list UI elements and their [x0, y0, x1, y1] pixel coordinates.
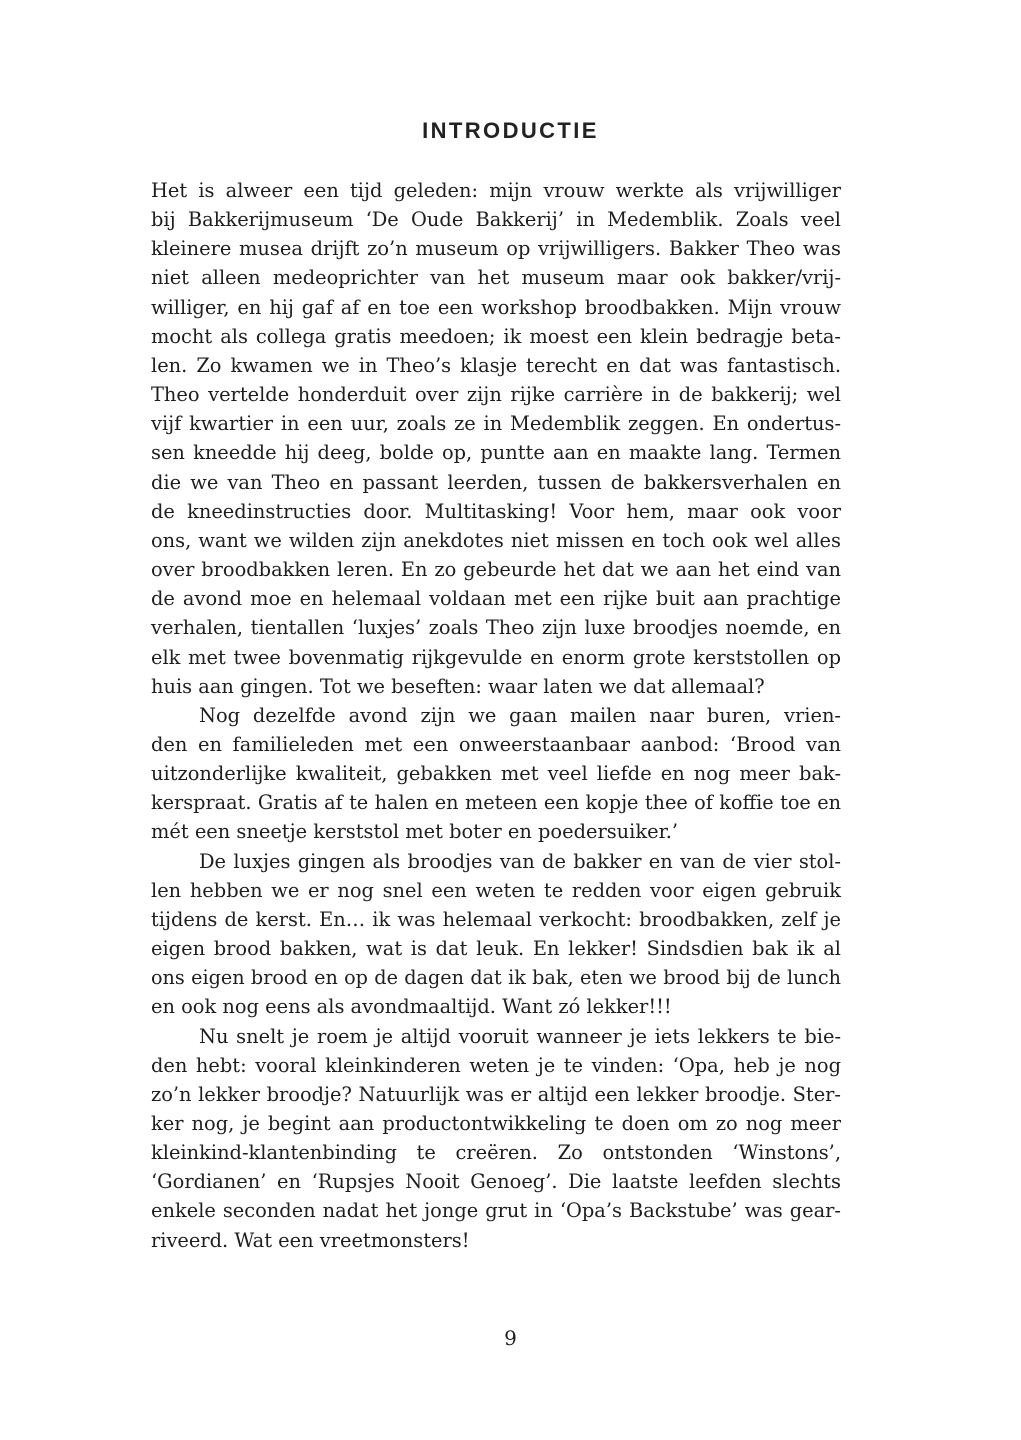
text-line: ons eigen brood en op de dagen dat ik bak, eten we brood bij de lunch	[151, 966, 841, 990]
text-line: ker nog, je begint aan productontwikkeling te doen om zo nog meer	[151, 1112, 841, 1135]
page-number: 9	[504, 1326, 517, 1350]
text-line: die we van Theo en passant leerden, tussen de bakkersverhalen en	[151, 470, 841, 494]
text-line: verhalen, tientallen ‘luxjes’ zoals Theo zijn luxe broodjes noemde, en	[151, 616, 841, 640]
text-line: ons, want we wilden zijn anekdotes niet missen en toch ook wel alles	[151, 528, 841, 552]
text-line: over broodbakken leren. En zo gebeurde het dat we aan het eind van	[151, 558, 841, 582]
text-line: mocht als collega gratis meedoen; ik moest een klein bedragje beta-	[151, 324, 841, 348]
text-line: elk met twee bovenmatig rijkgevulde en enorm grote kerststollen op	[151, 645, 841, 669]
text-line: kerspraat. Gratis af te halen en meteen een kopje thee of koffie toe en	[151, 791, 841, 815]
text-line: kleinkind-klantenbinding te creëren. Zo ontstonden ‘Winstons’,	[151, 1141, 841, 1165]
text-line: Theo vertelde honderduit over zijn rijke carrière in de bakkerij; wel	[151, 383, 841, 407]
text-line: De luxjes gingen als broodjes van de bakker en van de vier stol-	[199, 849, 841, 873]
text-line: zo’n lekker broodje? Natuurlijk was er altijd een lekker broodje. Ster-	[151, 1082, 841, 1106]
text-line: ‘Gordianen’ en ‘Rupsjes Nooit Genoeg’. Die laatste leefden slechts	[151, 1170, 841, 1194]
text-line: uitzonderlijke kwaliteit, gebakken met veel liefde en nog meer bak-	[151, 762, 841, 786]
text-line: bij Bakkerijmuseum ‘De Oude Bakkerij’ in Medemblik. Zoals veel	[151, 208, 841, 232]
body-text	[151, 176, 841, 1255]
chapter-heading: INTRODUCTIE	[422, 118, 599, 143]
text-line: den hebt: vooral kleinkinderen weten je te vinden: ‘Opa, heb je nog	[151, 1053, 841, 1077]
text-line: riveerd. Wat een vreetmonsters!	[151, 1228, 470, 1252]
text-line: Nu snelt je roem je altijd vooruit wanneer je iets lekkers te bie-	[199, 1024, 841, 1048]
text-line: en ook nog eens als avondmaaltijd. Want zó lekker!!!	[151, 995, 672, 1019]
text-line: de kneedinstructies door. Multitasking! Voor hem, maar ook voor	[151, 499, 841, 523]
text-line: niet alleen medeoprichter van het museum maar ook bakker/vrij-	[151, 266, 841, 290]
text-line: kleinere musea drijft zo’n museum op vrijwilligers. Bakker Theo was	[151, 237, 841, 261]
text-line: williger, en hij gaf af en toe een workshop broodbakken. Mijn vrouw	[151, 295, 841, 319]
text-line: Het is alweer een tijd geleden: mijn vrouw werkte als vrijwilliger	[151, 179, 841, 202]
text-line: len hebben we er nog snel een weten te redden voor eigen gebruik	[151, 878, 841, 902]
text-line: len. Zo kwamen we in Theo’s klasje terecht en dat was fantastisch.	[151, 353, 841, 377]
text-line: mét een sneetje kerststol met boter en poedersuiker.’	[151, 820, 679, 844]
text-line: den en familieleden met een onweerstaanbaar aanbod: ‘Brood van	[151, 732, 841, 756]
text-line: eigen brood bakken, wat is dat leuk. En lekker! Sindsdien bak ik al	[151, 937, 841, 961]
text-line: Nog dezelfde avond zijn we gaan mailen naar buren, vrien-	[199, 703, 841, 727]
text-line: vijf kwartier in een uur, zoals ze in Medemblik zeggen. En ondertus-	[151, 412, 841, 436]
text-line: sen kneedde hij deeg, bolde op, puntte aan en maakte lang. Termen	[151, 441, 841, 465]
text-line: tijdens de kerst. En… ik was helemaal verkocht: broodbakken, zelf je	[151, 907, 841, 931]
text-line: enkele seconden nadat het jonge grut in ‘Opa’s Backstube’ was gear-	[151, 1199, 841, 1223]
text-line: huis aan gingen. Tot we beseften: waar laten we dat allemaal?	[151, 674, 765, 698]
text-line: de avond moe en helemaal voldaan met een rijke buit aan prachtige	[151, 587, 841, 611]
